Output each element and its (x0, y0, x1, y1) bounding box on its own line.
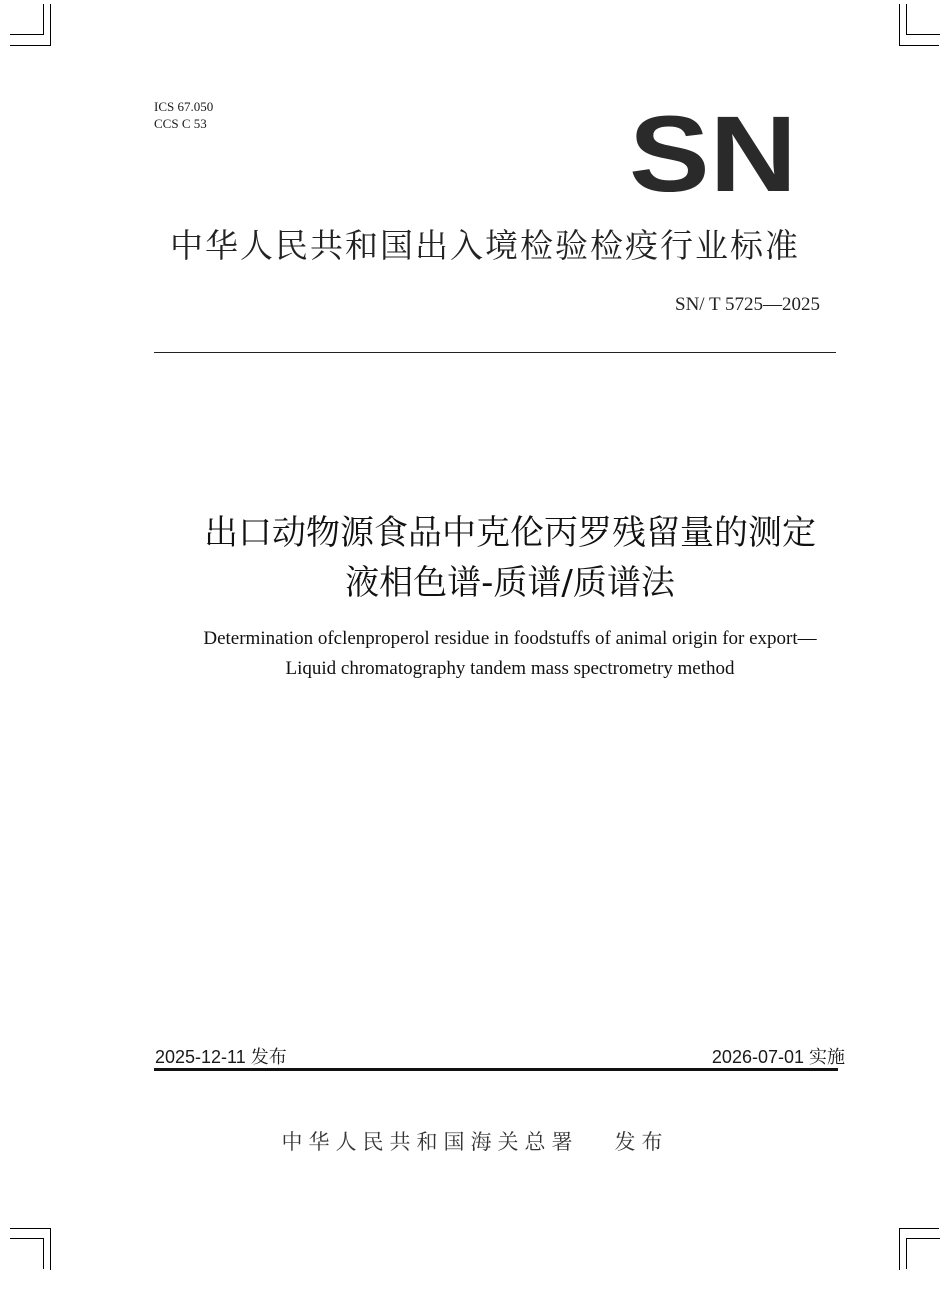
issuer-action: 发布 (614, 1130, 669, 1154)
sn-logo-text: SN (629, 107, 797, 193)
issuer-name: 中华人民共和国海关总署 (281, 1130, 579, 1154)
issue-date: 2025-12-11 发布 (155, 1047, 287, 1067)
classification-codes (154, 98, 213, 132)
document-title-cn (150, 508, 870, 608)
implementation-date: 2026-07-01 实施 (711, 1047, 845, 1067)
title-en-line-1: Determination ofclenproperol residue in foodstuffs of animal origin for export— (203, 628, 817, 649)
industry-standard-title: 中华人民共和国出入境检验检疫行业标准 (170, 226, 800, 265)
ics-code: ICS 67.050 (154, 99, 214, 114)
title-en-line-2: Liquid chromatography tandem mass spectrometry method (285, 658, 735, 679)
bottom-divider (154, 1068, 838, 1071)
issuer-line (0, 1126, 950, 1156)
title-cn-line-1: 出口动物源食品中克伦丙罗残留量的测定 (204, 513, 816, 553)
ccs-code: CCS C 53 (154, 116, 207, 131)
top-divider (154, 352, 836, 353)
standard-number: SN/ T 5725—2025 (675, 294, 820, 315)
title-cn-line-2: 液相色谱-质谱/质谱法 (345, 563, 675, 603)
document-title-en (130, 624, 890, 684)
sn-logo (628, 107, 798, 193)
